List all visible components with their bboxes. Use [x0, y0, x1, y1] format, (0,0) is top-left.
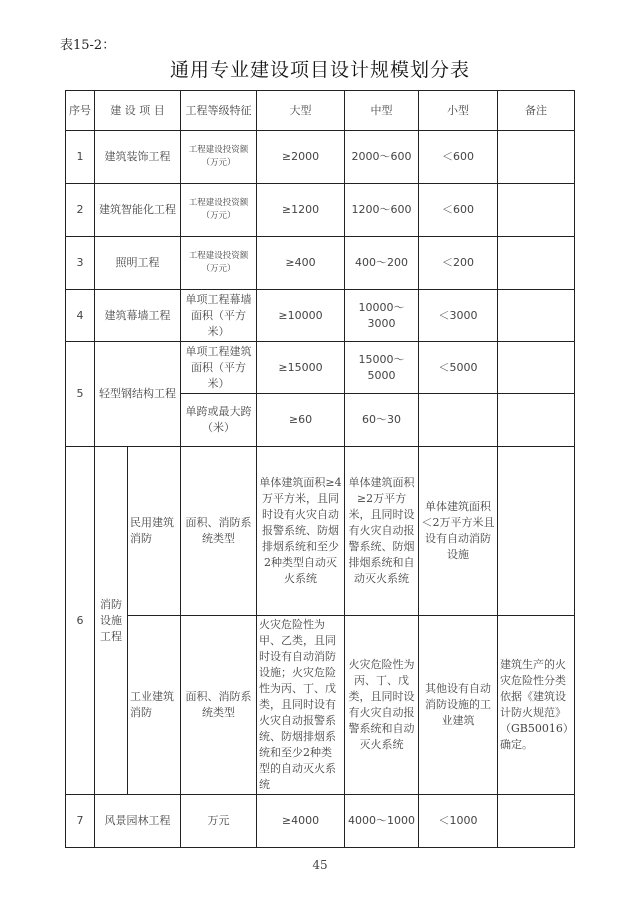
- row-small: ＜5000: [419, 342, 498, 394]
- row-no: 4: [66, 290, 95, 342]
- row-medium: 4000～1000: [345, 795, 419, 848]
- header-item: 建 设 项 目: [95, 91, 181, 131]
- row-feature: 单项工程建筑面积（平方米）: [181, 342, 257, 394]
- row-note: [498, 795, 575, 848]
- header-row: [66, 91, 575, 131]
- header-medium: 中型: [345, 91, 419, 131]
- row-medium: 2000～600: [345, 131, 419, 184]
- row-large: ≥10000: [257, 290, 345, 342]
- row-feature: 单项工程幕墙面积（平方米）: [181, 290, 257, 342]
- row-feature: 工程建设投资额（万元）: [181, 237, 257, 290]
- row-medium: 火灾危险性为丙、丁、戊类，且同时设有火灾自动报警系统和自动灭火系统: [345, 616, 419, 795]
- row-small: ＜600: [419, 184, 498, 237]
- row-item: 照明工程: [95, 237, 181, 290]
- row-feature: 万元: [181, 795, 257, 848]
- row-note: [498, 184, 575, 237]
- row-no: 5: [66, 342, 95, 447]
- row-small: 其他设有自动消防设施的工业建筑: [419, 616, 498, 795]
- header-no: 序号: [66, 91, 95, 131]
- row-note: [498, 447, 575, 616]
- row-small: ＜200: [419, 237, 498, 290]
- row-no: 7: [66, 795, 95, 848]
- header-large: 大型: [257, 91, 345, 131]
- row-item: 建筑装饰工程: [95, 131, 181, 184]
- row-no: 3: [66, 237, 95, 290]
- row-note: 建筑生产的火灾危险性分类依据《建筑设计防火规范》（GB50016）确定。: [498, 616, 575, 795]
- table-row: [66, 290, 575, 342]
- table-row: [66, 447, 575, 616]
- row-item: 风景园林工程: [95, 795, 181, 848]
- row-medium: 400～200: [345, 237, 419, 290]
- row-medium: 1200～600: [345, 184, 419, 237]
- table-row: [66, 342, 575, 394]
- row-medium: 60～30: [345, 394, 419, 447]
- row-item: 轻型钢结构工程: [95, 342, 181, 447]
- row-small: [419, 394, 498, 447]
- document-title: 通用专业建设项目设计规模划分表: [169, 59, 470, 81]
- row-medium: 10000～3000: [345, 290, 419, 342]
- row-no: 1: [66, 131, 95, 184]
- row-small: ＜1000: [419, 795, 498, 848]
- table-label: 表15-2：: [60, 38, 116, 53]
- header-small: 小型: [419, 91, 498, 131]
- row-large: 火灾危险性为甲、乙类，且同时设有自动消防设施；火灾危险性为丙、丁、戊类，且同时设有火灾自动报警系统、防烟排烟系统和至少2种类型的自动灭火系统: [257, 616, 345, 795]
- row-no: 2: [66, 184, 95, 237]
- row-large: ≥60: [257, 394, 345, 447]
- row-small: 单体建筑面积＜2万平方米且设有自动消防设施: [419, 447, 498, 616]
- table-row: [66, 237, 575, 290]
- row-medium: 单体建筑面积≥2万平方米，且同时设有火灾自动报警系统、防烟排烟系统和自动灭火系统: [345, 447, 419, 616]
- row-large: ≥4000: [257, 795, 345, 848]
- row-small: ＜600: [419, 131, 498, 184]
- table-row: [66, 616, 575, 795]
- row-large: ≥15000: [257, 342, 345, 394]
- row-note: [498, 342, 575, 394]
- row-subitem: 民用建筑消防: [128, 447, 181, 616]
- row-item: 建筑智能化工程: [95, 184, 181, 237]
- table-row: [66, 184, 575, 237]
- row-note: [498, 394, 575, 447]
- row-subitem: 工业建筑消防: [128, 616, 181, 795]
- row-feature: 面积、消防系统类型: [181, 616, 257, 795]
- row-small: ＜3000: [419, 290, 498, 342]
- header-feature: 工程等级特征: [181, 91, 257, 131]
- scale-classification-table: [65, 90, 575, 848]
- row-medium: 15000～5000: [345, 342, 419, 394]
- row-no: 6: [66, 447, 95, 795]
- row-note: [498, 131, 575, 184]
- table-row: [66, 131, 575, 184]
- row-item: 建筑幕墙工程: [95, 290, 181, 342]
- row-large: 单体建筑面积≥4万平方米，且同时设有火灾自动报警系统、防烟排烟系统和至少2种类型自动灭火系统: [257, 447, 345, 616]
- row-feature: 工程建设投资额（万元）: [181, 184, 257, 237]
- row-feature: 工程建设投资额（万元）: [181, 131, 257, 184]
- page-number: 45: [312, 858, 328, 872]
- row-feature: 面积、消防系统类型: [181, 447, 257, 616]
- row-note: [498, 290, 575, 342]
- row-large: ≥400: [257, 237, 345, 290]
- row-large: ≥2000: [257, 131, 345, 184]
- table-row: [66, 795, 575, 848]
- header-note: 备注: [498, 91, 575, 131]
- row-note: [498, 237, 575, 290]
- row-item: 消防设施工程: [95, 447, 128, 795]
- row-feature: 单跨或最大跨（米）: [181, 394, 257, 447]
- row-large: ≥1200: [257, 184, 345, 237]
